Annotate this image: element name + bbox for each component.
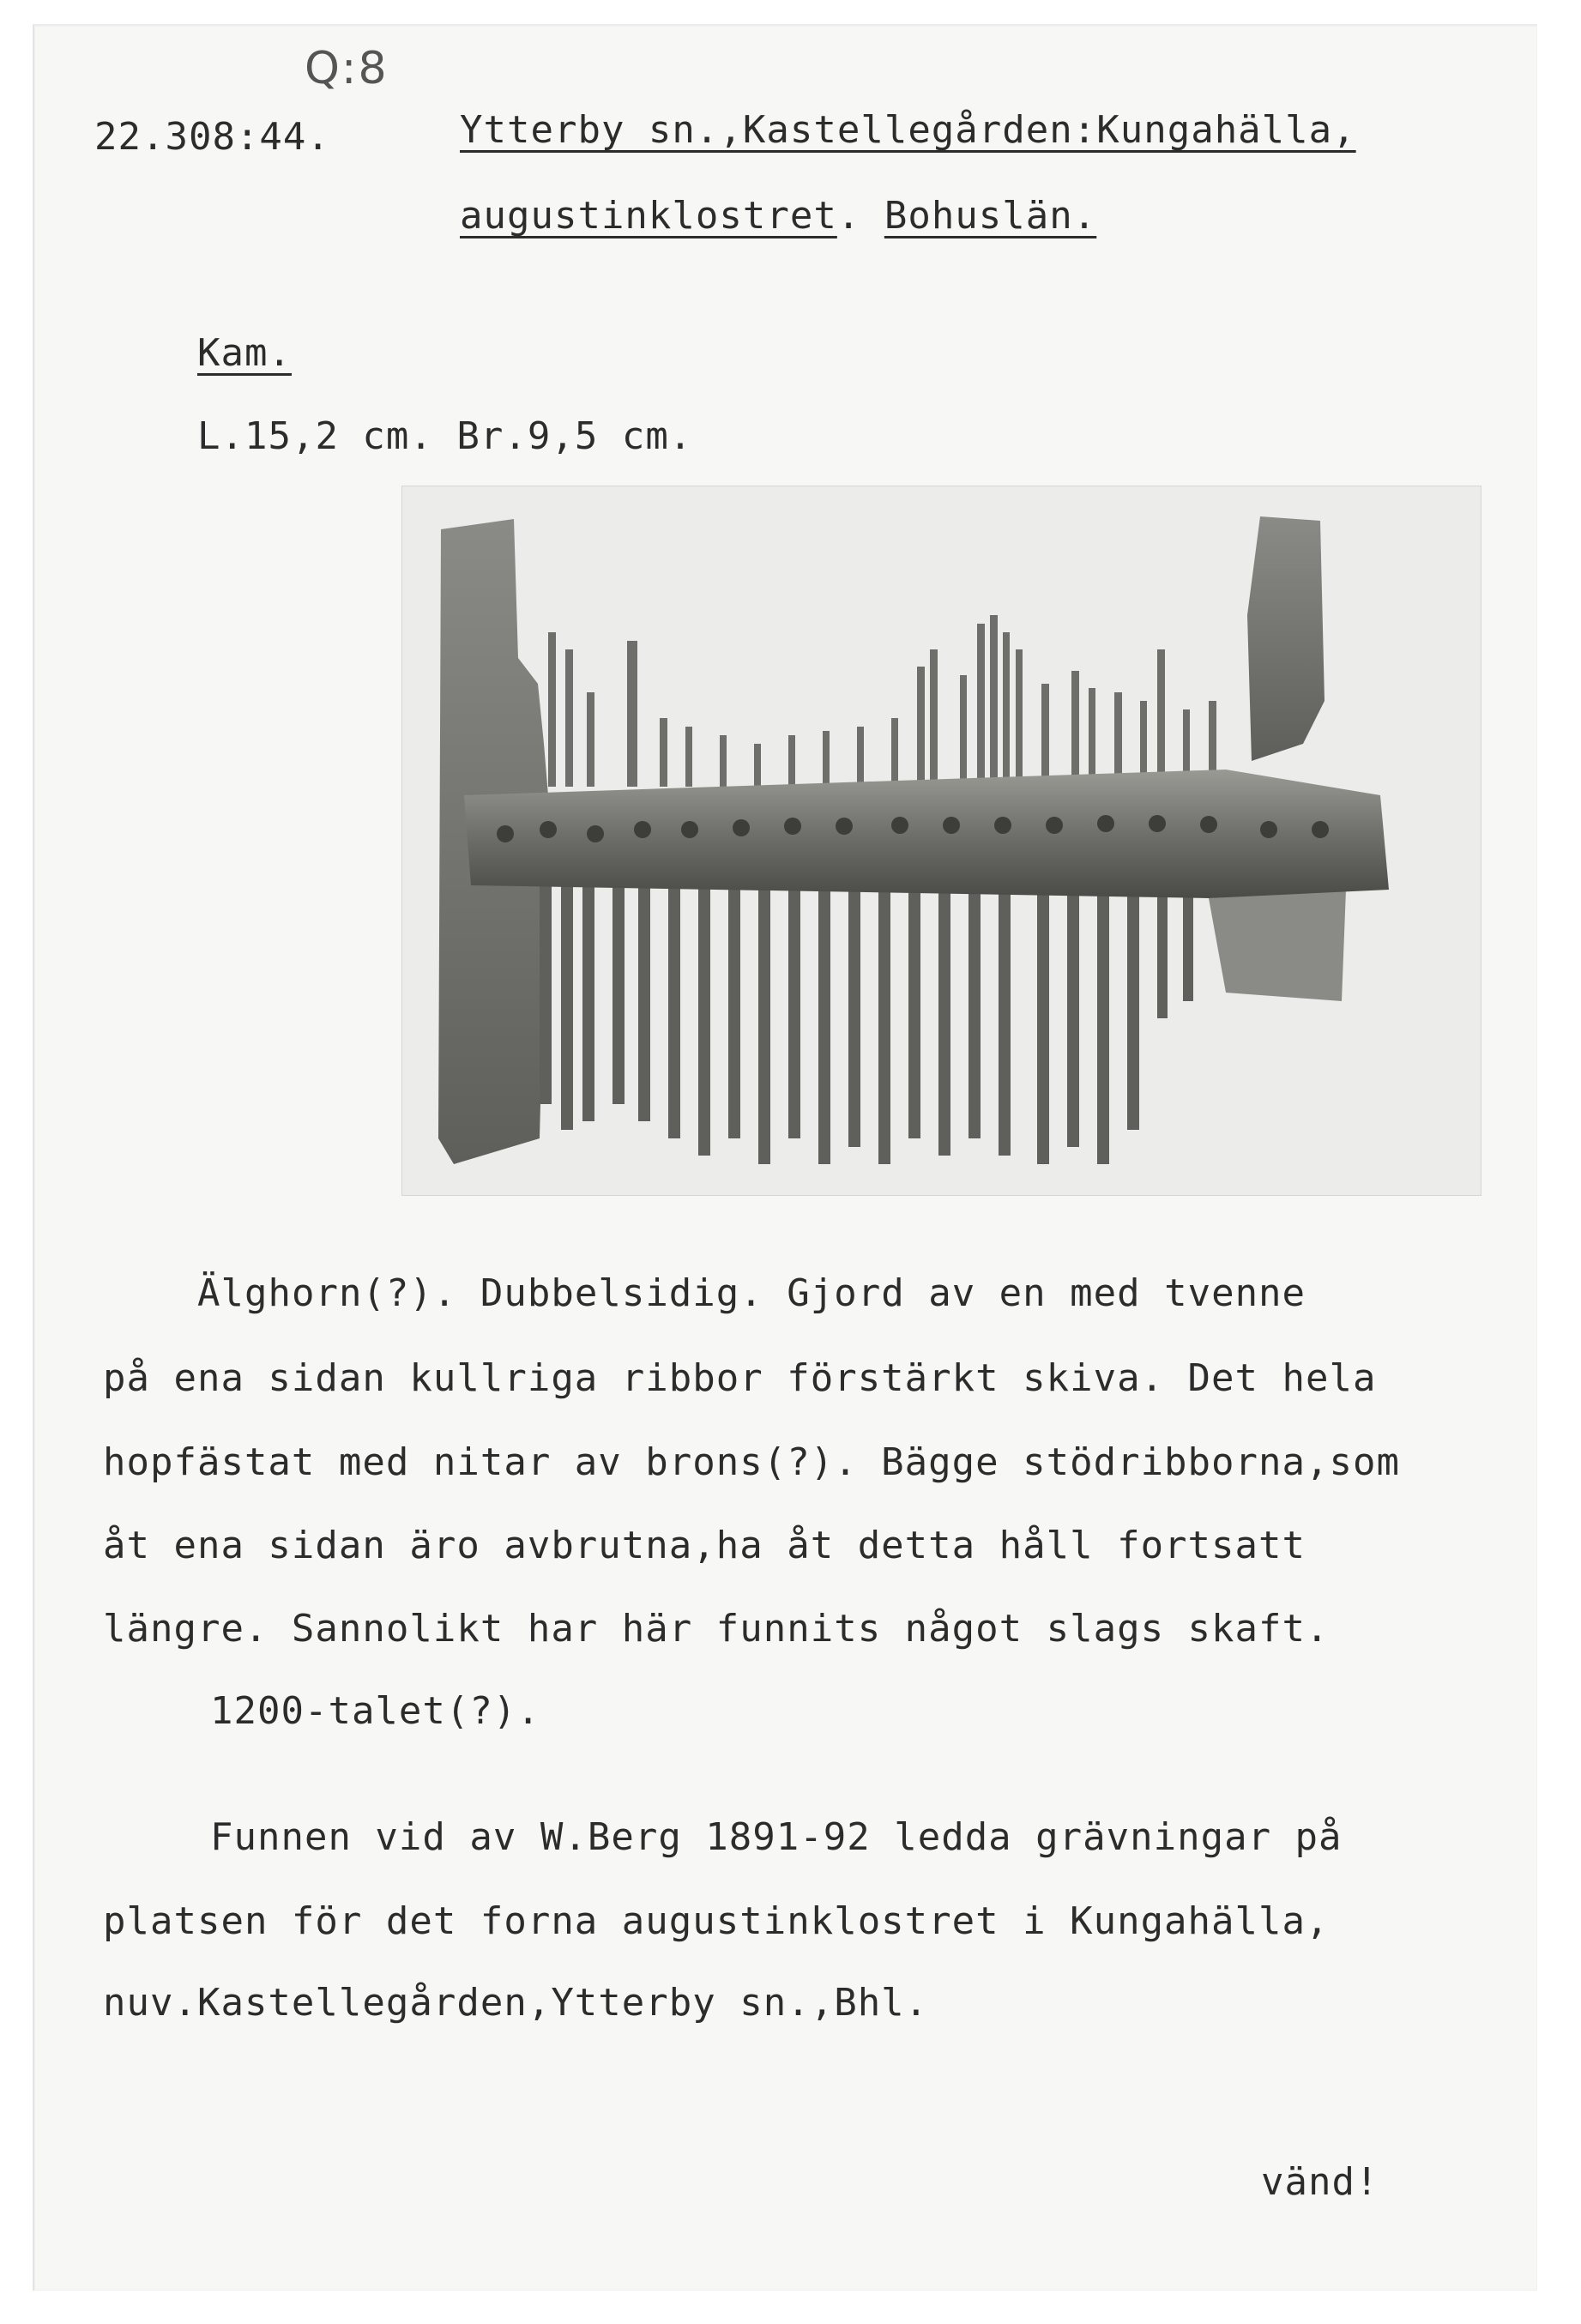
description-line-2: på ena sidan kullriga ribbor förstärkt skiva. Det hela (103, 1356, 1377, 1400)
handwritten-mark: Q:8 (305, 43, 389, 94)
dimensions: L.15,2 cm. Br.9,5 cm. (197, 414, 693, 458)
description-line-4: åt ena sidan äro avbrutna,ha åt detta håll fortsatt (103, 1524, 1306, 1567)
find-line-1: Funnen vid av W.Berg 1891-92 ledda grävningar på (210, 1815, 1343, 1859)
description-line-5: längre. Sannolikt har här funnits något slags skaft. (103, 1607, 1330, 1651)
comb-photo (401, 486, 1481, 1196)
location-line-2 (460, 194, 1097, 238)
location-monastery: augustinklostret (460, 194, 837, 238)
find-line-3: nuv.Kastellegården,Ytterby sn.,Bhl. (103, 1981, 929, 2025)
description-line-1: Älghorn(?). Dubbelsidig. Gjord av en med tvenne (197, 1271, 1306, 1315)
location-separator: . (836, 194, 861, 238)
comb-photo-icon (402, 486, 1481, 1195)
object-name: Kam. (197, 331, 292, 375)
dating: 1200-talet(?). (210, 1689, 540, 1733)
catalog-number: 22.308:44. (94, 115, 330, 159)
location-province: Bohuslän. (884, 194, 1097, 238)
turn-note: vänd! (1261, 2160, 1379, 2204)
location-line-1: Ytterby sn.,Kastellegården:Kungahälla, (460, 108, 1356, 152)
find-line-2: platsen för det forna augustinklostret i Kungahälla, (103, 1899, 1330, 1943)
description-line-3: hopfästat med nitar av brons(?). Bägge stödribborna,som (103, 1440, 1400, 1484)
